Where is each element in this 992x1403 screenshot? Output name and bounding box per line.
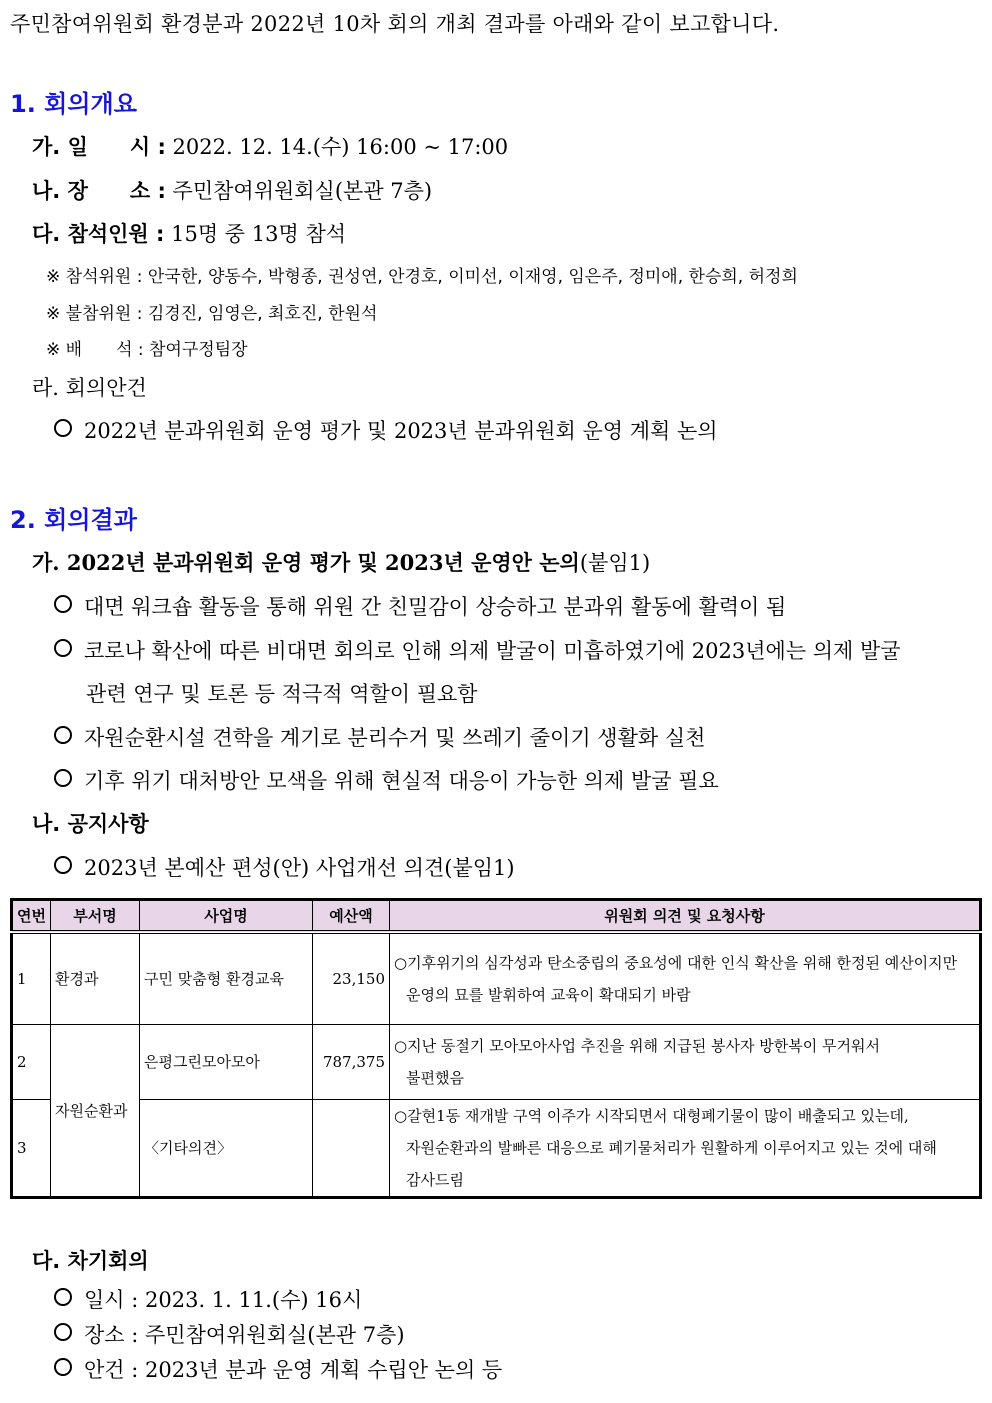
absentees-label: ※ 불참위원 : <box>46 304 143 324</box>
budget-opinion-table <box>10 898 982 1199</box>
col-header-no: 연번 <box>12 900 51 933</box>
next-meeting-item <box>54 1354 502 1384</box>
next-meeting-agenda: 안건 : 2023년 분과 운영 계획 수립안 논의 등 <box>84 1358 503 1382</box>
meeting-date-value: 2022. 12. 14.(수) 16:00 ~ 17:00 <box>172 135 509 159</box>
cell-budget <box>313 1099 390 1197</box>
circle-bullet-icon <box>54 1358 72 1376</box>
observers-label: ※ 배 석 : <box>46 340 144 360</box>
meeting-place <box>32 175 432 205</box>
meeting-place-value: 주민참여위원회실(본관 7층) <box>172 179 433 203</box>
cell-no: 1 <box>12 932 51 1024</box>
notice-item-text: 2023년 본예산 편성(안) 사업개선 의견(붙임1) <box>84 856 515 880</box>
attendees-label: ※ 참석위원 : <box>46 267 143 287</box>
cell-opinion <box>390 1024 981 1099</box>
notice-heading <box>32 808 149 838</box>
intro-text: 주민참여위원회 환경분과 2022년 10차 회의 개최 결과를 아래와 같이 보고합니다. <box>10 12 780 36</box>
cell-opinion <box>390 1099 981 1197</box>
col-header-dept: 부서명 <box>51 900 140 933</box>
cell-dept: 자원순환과 <box>51 1024 140 1197</box>
observers-value: 참여구정팀장 <box>149 340 248 360</box>
meeting-place-label: 나. 장 소 : <box>32 179 166 203</box>
next-meeting-item <box>54 1284 362 1314</box>
next-meeting-place: 장소 : 주민참여위원회실(본관 7층) <box>84 1323 405 1347</box>
opinion-line: ○지난 동절기 모아모아사업 추진을 위해 지급된 봉사자 방한복이 무거워서 <box>394 1036 880 1055</box>
agenda-item-text: 2022년 분과위원회 운영 평가 및 2023년 분과위원회 운영 계획 논의 <box>84 419 718 443</box>
evaluation-item-continuation: 관련 연구 및 토론 등 적극적 역할이 필요함 <box>86 682 478 706</box>
opinion-line: 감사드림 <box>406 1170 464 1189</box>
meeting-date-label: 가. 일 시 : <box>32 135 166 159</box>
absentees-value: 김경진, 임영은, 최호진, 한원석 <box>147 304 378 324</box>
cell-project: 은평그린모아모아 <box>140 1024 313 1099</box>
meeting-attendance <box>32 218 346 248</box>
observers-note <box>46 335 248 360</box>
cell-project: 〈기타의견〉 <box>140 1099 313 1197</box>
evaluation-item-text: 대면 워크숍 활동을 통해 위원 간 친밀감이 상승하고 분과위 활동에 활력이 됨 <box>84 595 787 619</box>
circle-bullet-icon <box>54 726 72 744</box>
opinion-line: 운영의 묘를 발휘하여 교육이 확대되기 바람 <box>406 985 691 1004</box>
evaluation-item <box>54 722 705 752</box>
evaluation-item-text: 기후 위기 대처방안 모색을 위해 현실적 대응이 가능한 의제 발굴 필요 <box>84 769 719 793</box>
next-meeting-heading <box>32 1245 149 1275</box>
cell-budget: 787,375 <box>313 1024 390 1099</box>
opinion-line: ○갈현1동 재개발 구역 이주가 시작되면서 대형폐기물이 많이 배출되고 있는데, <box>394 1106 909 1125</box>
table-row <box>12 1099 981 1197</box>
attendance-value: 15명 중 13명 참석 <box>171 222 347 246</box>
notice-label: 나. 공지사항 <box>32 812 149 836</box>
col-header-project: 사업명 <box>140 900 313 933</box>
absentees-note <box>46 299 377 324</box>
circle-bullet-icon <box>54 639 72 657</box>
section-2-title: 2. 회의결과 <box>10 506 137 534</box>
circle-bullet-icon <box>54 419 72 437</box>
circle-bullet-icon <box>54 769 72 787</box>
cell-budget: 23,150 <box>313 932 390 1024</box>
table-row <box>12 932 981 1024</box>
col-header-opinion: 위원회 의견 및 요청사항 <box>390 900 981 933</box>
evaluation-item-text: 코로나 확산에 따른 비대면 회의로 인해 의제 발굴이 미흡하였기에 2023년에는 의제 발굴 <box>84 639 901 663</box>
attendance-label: 다. 참석인원 : <box>32 222 165 246</box>
table-header-row <box>12 900 981 933</box>
evaluation-item-text: 자원순환시설 견학을 계기로 분리수거 및 쓰레기 줄이기 생활화 실천 <box>84 726 706 750</box>
table-row <box>12 1024 981 1099</box>
next-meeting-label: 다. 차기회의 <box>32 1249 149 1273</box>
evaluation-item <box>54 635 901 665</box>
opinion-line: 자원순환과의 발빠른 대응으로 폐기물처리가 원활하게 이루어지고 있는 것에 대해 <box>406 1138 937 1157</box>
col-header-budget: 예산액 <box>313 900 390 933</box>
notice-item <box>54 852 515 882</box>
circle-bullet-icon <box>54 856 72 874</box>
opinion-line: ○기후위기의 심각성과 탄소중립의 중요성에 대한 인식 확산을 위해 한정된 예산이지만 <box>394 953 958 972</box>
meeting-date <box>32 131 508 161</box>
attendees-note <box>46 262 798 287</box>
cell-no: 3 <box>12 1099 51 1197</box>
circle-bullet-icon <box>54 595 72 613</box>
circle-bullet-icon <box>54 1288 72 1306</box>
evaluation-heading <box>32 547 650 577</box>
attendees-value: 안국한, 양동수, 박형종, 권성연, 안경호, 이미선, 이재영, 임은주, 정미애, 한승희, 허정희 <box>147 267 798 287</box>
next-meeting-date: 일시 : 2023. 1. 11.(수) 16시 <box>84 1288 363 1312</box>
cell-dept: 환경과 <box>51 932 140 1024</box>
evaluation-label: 가. 2022년 분과위원회 운영 평가 및 2023년 운영안 논의 <box>32 550 580 575</box>
cell-project: 구민 맞춤형 환경교육 <box>140 932 313 1024</box>
evaluation-label-suffix: (붙임1) <box>579 551 651 575</box>
agenda-label: 라. 회의안건 <box>32 376 147 400</box>
cell-opinion <box>390 932 981 1024</box>
next-meeting-item <box>54 1319 405 1349</box>
evaluation-item <box>54 591 786 621</box>
opinion-line: 불편했음 <box>406 1068 464 1087</box>
circle-bullet-icon <box>54 1323 72 1341</box>
agenda-item <box>54 415 718 445</box>
cell-no: 2 <box>12 1024 51 1099</box>
evaluation-item <box>54 765 719 795</box>
section-1-title: 1. 회의개요 <box>10 90 137 118</box>
